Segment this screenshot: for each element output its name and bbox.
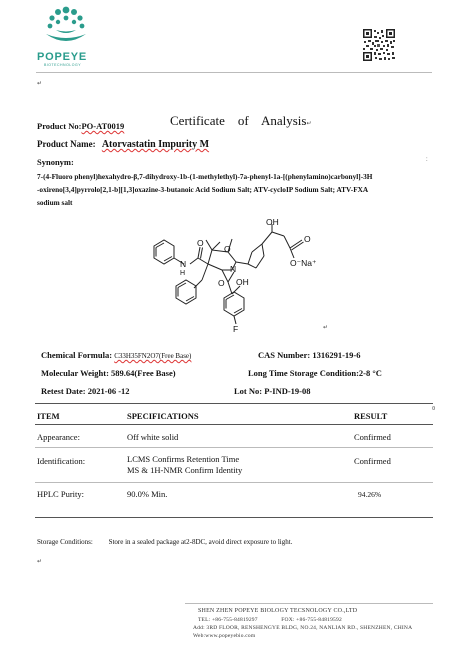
row-result: Confirmed [354,456,391,466]
product-name-value: Atorvastatin Impurity M [101,139,210,150]
product-name-row [37,139,209,150]
row-rule [35,447,433,448]
row-item: Appearance: [37,432,80,442]
cell-mark: ¤ [432,406,436,412]
row-result: Confirmed [354,432,391,442]
atom-label: N [180,259,187,269]
molecular-weight-row [41,368,176,378]
table-bottom-rule [35,517,433,518]
table-header-result: RESULT [354,411,388,421]
logo-name: POPEYE [37,51,88,63]
synonym-label: Synonym: [37,157,74,167]
molecular-weight-value: 589.64(Free Base) [111,368,176,378]
atom-label: O⁻Na⁺ [290,258,317,268]
row-item: HPLC Purity: [37,489,84,499]
atom-label: N [230,264,237,274]
footer-web: Web:www.popeyebio.com [193,633,256,639]
lot-no-label: Lot No: [234,386,263,396]
lot-no-value: P-IND-19-08 [264,386,311,396]
row-item: Identification: [37,456,86,466]
table-header-specifications: SPECIFICATIONS [127,411,199,421]
paragraph-mark: ↵ [306,121,312,127]
chemical-formula-value: C33H35FN2O7(Free Base) [114,352,192,360]
logo-tagline: BIOTECHNOLOGY [44,63,82,67]
atom-label: H [180,270,186,277]
paragraph-mark: ↵ [37,81,43,87]
retest-date-label: Retest Date: [41,386,86,396]
footer-company: SHEN ZHEN POPEYE BIOLOGY TECSNOLOGY CO.,LTD [198,608,358,614]
storage-condition-row [248,368,382,378]
storage-conditions-row [37,538,292,546]
chemical-formula-row [41,350,191,360]
footer-address: Add: 3RD FLOOR, RENSHENGYE BLDG, NO.24, NANLIAN RD., SHENZHEN, CHINA [193,625,413,631]
table-row [0,432,475,446]
chemical-formula-label: Chemical Formula: [41,350,113,360]
storage-conditions-value: Store in a sealed package at2-8DC, avoid direct exposure to light. [108,538,293,546]
paragraph-mark: ↵ [37,559,43,565]
footer-fax: FOX: +86-755-84819592 [281,617,342,623]
row-spec: Off white solid [127,432,179,442]
storage-condition-label: Long Time Storage Condition: [248,368,359,378]
cas-number-value: 1316291-19-6 [312,350,361,360]
product-no-row [37,121,124,131]
row-rule [35,482,433,483]
footer-contact [198,617,342,623]
cas-number-row [258,350,360,360]
synonym-line: 7-(4-Fluoro phenyl)hexahydro-β,7-dihydroxy-1b-(1-methylethyl)-7a-phenyl-1a-[(phenylamino)carbonyl]-3H [37,172,373,181]
table-header-item: ITEM [37,411,60,421]
storage-condition-value: 2-8 °C [358,368,382,378]
row-spec: MS & 1H-NMR Confirm Identity [127,465,243,475]
paragraph-mark: ↵ [323,325,329,331]
atom-label: O [224,244,231,254]
lot-no-row [234,386,311,396]
storage-conditions-label: Storage Conditions: [37,538,93,546]
atom-label: O [197,238,204,248]
row-result: 94.26% [358,490,382,499]
table-row [0,454,475,484]
structure-diagram-icon [140,212,340,338]
cell-mark: : [426,157,428,163]
cas-number-label: CAS Number: [258,350,311,360]
synonym-text [37,170,432,210]
qr-code [362,28,396,62]
header-rule [36,72,432,73]
row-spec: 90.0% Min. [127,489,168,499]
footer-rule [185,603,433,604]
table-top-rule [35,403,433,404]
atom-label: O [304,234,311,244]
atom-label: F [233,324,239,334]
footer-tel: TEL: +86-755-84819297 [198,617,258,623]
product-no-value: PO-AT0019 [81,121,125,131]
qr-code-icon [362,28,396,62]
retest-date-value: 2021-06 -12 [87,386,130,396]
atom-label: OH [236,277,249,287]
page-title-text: Certificate of Analysis [170,113,307,128]
product-no-label: Product No: [37,121,82,131]
molecular-weight-label: Molecular Weight: [41,368,109,378]
chemical-structure [140,212,340,338]
logo-mark-icon [36,4,96,48]
product-name-label: Product Name: [37,139,96,149]
atom-label: O [218,278,225,288]
atom-label: OH [266,217,279,227]
company-logo [36,4,96,67]
retest-date-row [41,386,130,396]
table-header-rule [35,424,433,425]
table-row [0,489,475,503]
row-spec: LCMS Confirms Retention Time [127,454,240,464]
synonym-line: -oxireno[3,4]pyrrolo[2,1-b][1,3]oxazine-3-butanoic Acid Sodium Salt; ATV-cycloIP Sodium Salt; ATV-FXA [37,185,369,195]
synonym-line: sodium salt [37,198,73,208]
